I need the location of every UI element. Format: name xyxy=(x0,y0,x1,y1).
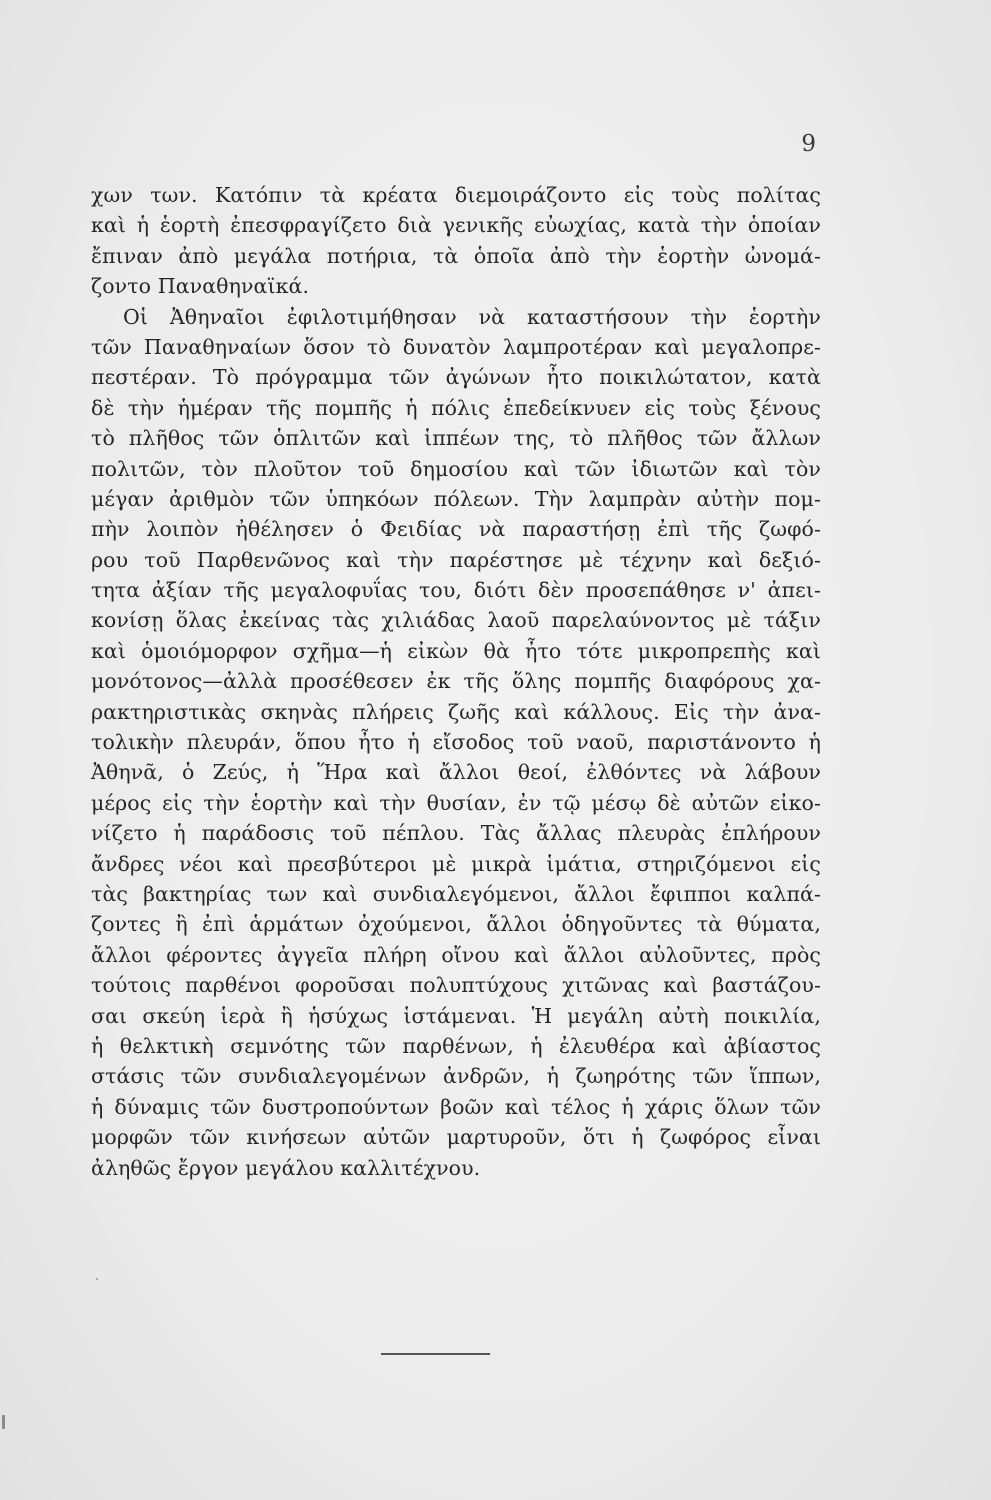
text-line: καὶ ἡ ἑορτὴ ἐπεσφραγίζετο διὰ γενικῆς εὐωχίας, κατὰ τὴν ὁποίαν xyxy=(91,213,821,238)
text-line: τούτοις παρθένοι φοροῦσαι πολυπτύχους χιτῶνας καὶ βαστάζου- xyxy=(91,973,821,998)
text-line: στάσις τῶν συνδιαλεγομένων ἀνδρῶν, ἡ ζωηρότης τῶν ἵππων, xyxy=(91,1064,821,1089)
text-line: τητα ἀξίαν τῆς μεγαλοφυΐας του, διότι δὲν προσεπάθησε ν' ἀπει- xyxy=(91,578,821,603)
text-line: πολιτῶν, τὸν πλοῦτον τοῦ δημοσίου καὶ τῶν ἰδιωτῶν καὶ τὸν xyxy=(91,456,821,481)
text-line: ρακτηριστικὰς σκηνὰς πλήρεις ζωῆς καὶ κάλλους. Εἰς τὴν ἀνα- xyxy=(91,699,821,724)
text-line: δὲ τὴν ἡμέραν τῆς πομπῆς ἡ πόλις ἐπεδείκνυεν εἰς τοὺς ξένους xyxy=(91,395,821,420)
text-line: καὶ ὁμοιόμορφον σχῆμα—ἡ εἰκὼν θὰ ἦτο τότε μικροπρεπὴς καὶ xyxy=(91,638,821,663)
text-line: τολικὴν πλευράν, ὅπου ἦτο ἡ εἴσοδος τοῦ ναοῦ, παριστάνοντο ἡ xyxy=(91,730,821,755)
text-line: τὰς βακτηρίας των καὶ συνδιαλεγόμενοι, ἄλλοι ἔφιπποι καλπά- xyxy=(91,881,821,906)
text-line: μορφῶν τῶν κινήσεων αὐτῶν μαρτυροῦν, ὅτι ἡ ζωφόρος εἶναι xyxy=(91,1125,821,1150)
text-line: ζοντες ἢ ἐπὶ ἁρμάτων ὀχούμενοι, ἄλλοι ὁδηγοῦντες τὰ θύματα, xyxy=(91,912,821,937)
text-line: νίζετο ἡ παράδοσις τοῦ πέπλου. Τὰς ἄλλας πλευρὰς ἐπλήρουν xyxy=(91,821,821,846)
text-line: χων των. Κατόπιν τὰ κρέατα διεμοιράζοντο εἰς τοὺς πολίτας xyxy=(91,183,821,207)
closing-rule xyxy=(381,1353,490,1355)
text-line: μέγαν ἀριθμὸν τῶν ὑπηκόων πόλεων. Τὴν λαμπρὰν αὐτὴν πομ- xyxy=(91,486,821,511)
text-line: σαι σκεύη ἱερὰ ἢ ἡσύχως ἱστάμεναι. Ἡ μεγάλη αὐτὴ ποικιλία, xyxy=(91,1003,821,1028)
text-line: ζοντο Παναθηναϊκά. xyxy=(91,274,310,299)
body-text xyxy=(91,180,821,1183)
text-line: ἀληθῶς ἔργον μεγάλου καλλιτέχνου. xyxy=(91,1155,481,1180)
text-line: ἡ δύναμις τῶν δυστροπούντων βοῶν καὶ τέλος ἡ χάρις ὅλων τῶν xyxy=(91,1094,821,1119)
paper-speck xyxy=(2,1415,5,1429)
text-line: μέρος εἰς τὴν ἑορτὴν καὶ τὴν θυσίαν, ἐν τῷ μέσῳ δὲ αὐτῶν εἰκο- xyxy=(91,790,821,815)
text-line: κονίσῃ ὅλας ἐκείνας τὰς χιλιάδας λαοῦ παρελαύνοντος μὲ τάξιν xyxy=(91,608,821,633)
text-line: ἄνδρες νέοι καὶ πρεσβύτεροι μὲ μικρὰ ἱμάτια, στηριζόμενοι εἰς xyxy=(91,851,821,876)
text-line: ἄλλοι φέροντες ἀγγεῖα πλήρη οἴνου καὶ ἄλλοι αὐλοῦντες, πρὸς xyxy=(91,942,821,967)
paper-speck xyxy=(96,1278,98,1280)
text-line: τῶν Παναθηναίων ὅσον τὸ δυνατὸν λαμπροτέραν καὶ μεγαλοπρε- xyxy=(91,334,821,359)
text-line: μονότονος—ἀλλὰ προσέθεσεν ἐκ τῆς ὅλης πομπῆς διαφόρους χα- xyxy=(91,669,821,694)
text-line: ἡ θελκτικὴ σεμνότης τῶν παρθένων, ἡ ἐλευθέρα καὶ ἀβίαστος xyxy=(91,1033,821,1058)
text-line: πὴν λοιπὸν ἠθέλησεν ὁ Φειδίας νὰ παραστήσῃ ἐπὶ τῆς ζωφό- xyxy=(91,517,821,542)
text-line: τὸ πλῆθος τῶν ὁπλιτῶν καὶ ἱππέων της, τὸ πλῆθος τῶν ἄλλων xyxy=(91,426,821,451)
text-line: Ἀθηνᾶ, ὁ Ζεύς, ἡ Ἥρα καὶ ἄλλοι θεοί, ἐλθόντες νὰ λάβουν xyxy=(91,760,821,785)
text-line: πεστέραν. Τὸ πρόγραμμα τῶν ἀγώνων ἦτο ποικιλώτατον, κατὰ xyxy=(91,365,821,390)
text-line: ρου τοῦ Παρθενῶνος καὶ τὴν παρέστησε μὲ τέχνην καὶ δεξιό- xyxy=(91,547,821,572)
text-line: Οἱ Ἀθηναῖοι ἐφιλοτιμήθησαν νὰ καταστήσουν τὴν ἑορτὴν xyxy=(123,304,821,329)
text-line: ἔπιναν ἀπὸ μεγάλα ποτήρια, τὰ ὁποῖα ἀπὸ τὴν ἑορτὴν ὠνομά- xyxy=(91,243,821,268)
page-number: 9 xyxy=(801,131,816,157)
